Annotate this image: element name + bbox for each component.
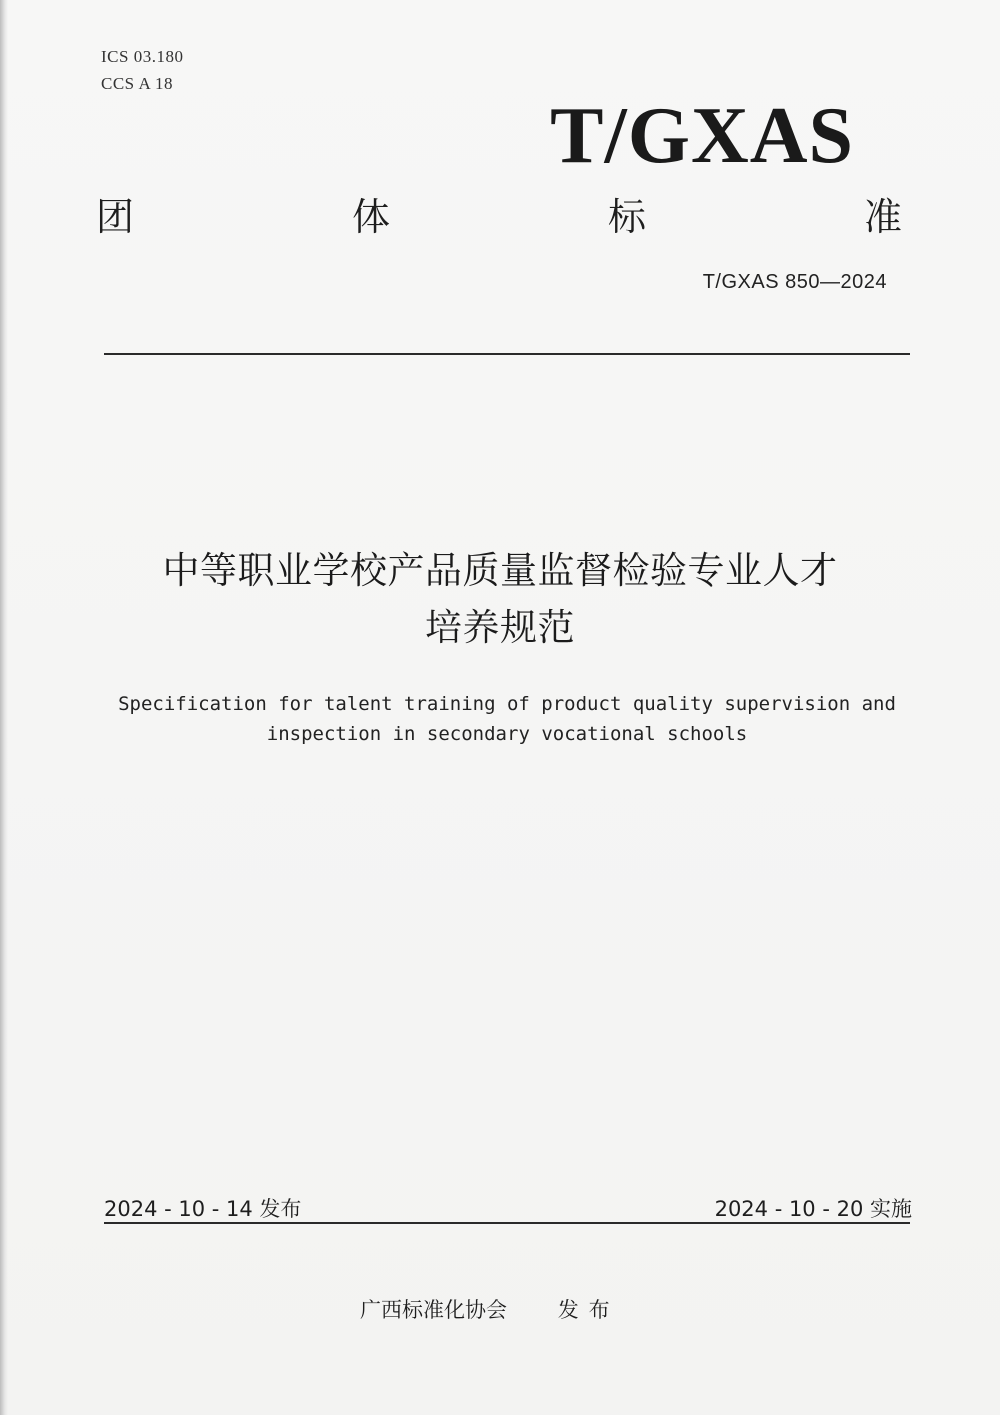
ccs-code: CCS A 18 — [101, 74, 174, 93]
title-chinese-line-2: 培养规范 — [425, 606, 575, 649]
standard-type-char: 标 — [607, 195, 646, 239]
standard-type-heading — [96, 192, 902, 242]
title-english-line-2: inspection in secondary vocational schools — [266, 723, 748, 745]
standard-type-char: 准 — [863, 195, 902, 239]
scan-edge-shadow — [0, 0, 8, 1415]
footer-divider — [104, 1222, 910, 1224]
issue-date: 2024 - 10 - 14 发布 — [104, 1197, 302, 1221]
title-english-line-1: Specification for talent training of product quality supervision and — [118, 693, 896, 715]
publisher-name: 广西标准化协会 — [360, 1298, 507, 1322]
implementation-date: 2024 - 10 - 20 实施 — [714, 1197, 912, 1221]
standard-brand-logo: T/GXAS — [550, 92, 854, 180]
ics-code: ICS 03.180 — [101, 47, 184, 66]
publisher-action: 发布 — [557, 1298, 620, 1322]
publisher-line — [360, 1294, 620, 1324]
header-divider — [104, 353, 910, 355]
title-chinese-line-1: 中等职业学校产品质量监督检验专业人才 — [162, 549, 838, 592]
standard-type-char: 体 — [351, 195, 390, 239]
standard-number: T/GXAS 850—2024 — [702, 271, 887, 293]
standard-type-char: 团 — [96, 195, 135, 239]
